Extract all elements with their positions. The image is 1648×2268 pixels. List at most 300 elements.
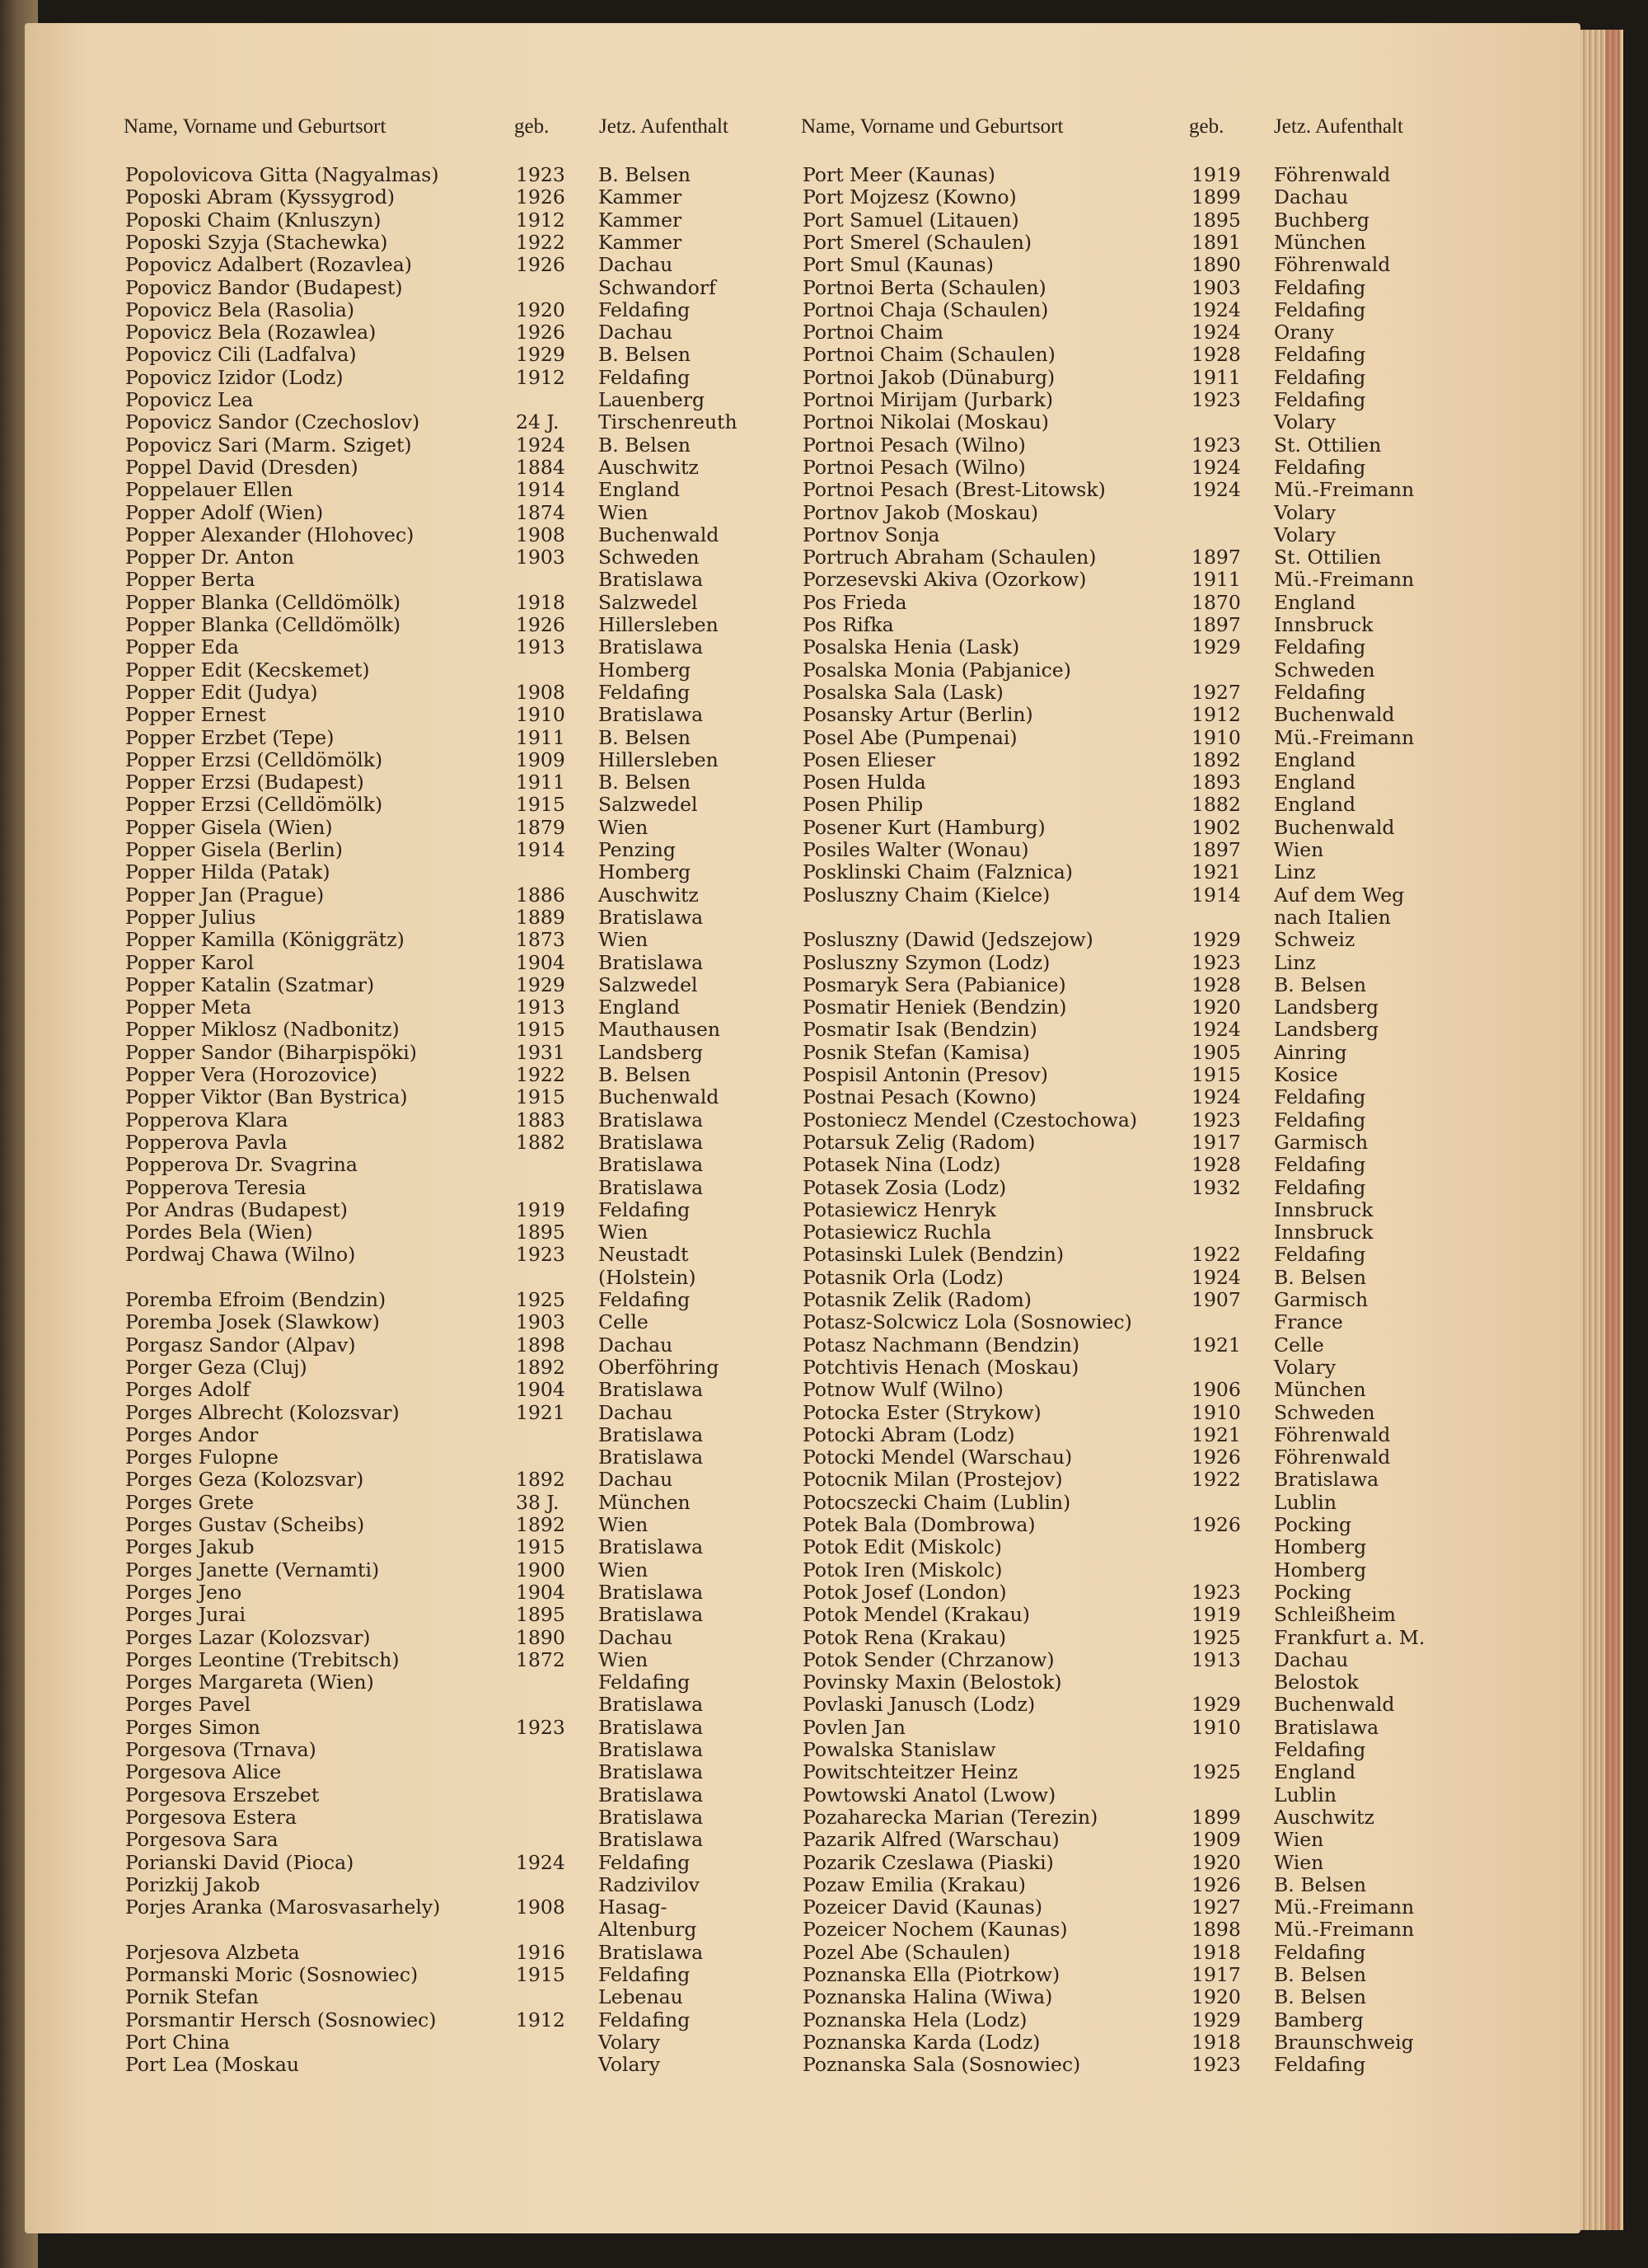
entry-born: 1921 xyxy=(1192,1422,1241,1446)
entry-row xyxy=(125,636,776,659)
entry-name: Potasek Nina (Lodz) xyxy=(803,1153,1001,1177)
entry-name: Portnoi Mirijam (Jurbark) xyxy=(803,388,1053,411)
entry-residence: England xyxy=(1274,771,1356,794)
entry-residence: Lublin xyxy=(1274,1490,1337,1514)
entry-residence: Feldafing xyxy=(1274,1108,1366,1132)
entry-name: Posiles Walter (Wonau) xyxy=(803,838,1029,861)
entry-residence: Buchenwald xyxy=(1274,703,1395,727)
entry-born: 1926 xyxy=(1192,1446,1241,1469)
entry-residence: Feldafing xyxy=(598,1197,691,1221)
entry-born: 1915 xyxy=(1192,1063,1241,1086)
entry-residence: Pocking xyxy=(1274,1580,1352,1604)
entry-row xyxy=(125,794,776,817)
entry-born: 1909 xyxy=(516,747,565,771)
entry-name: Posluszny Szymon (Lodz) xyxy=(803,950,1051,974)
entry-name: Popper Dr. Anton xyxy=(125,546,294,569)
entry-name: Popper Edit (Judya) xyxy=(125,680,318,704)
entry-row xyxy=(125,1852,776,1875)
entry-row xyxy=(125,817,776,840)
entry-residence: Salzwedel xyxy=(598,590,698,614)
entry-residence: St. Ottilien xyxy=(1274,546,1382,569)
entry-row xyxy=(803,1806,1511,1830)
entry-residence: B. Belsen xyxy=(598,163,691,186)
entry-row xyxy=(125,727,776,750)
entry-row xyxy=(803,1942,1511,1965)
entry-row xyxy=(125,1829,776,1852)
entry-residence: Feldafing xyxy=(1274,1085,1366,1109)
entry-born: 1893 xyxy=(1192,771,1241,794)
entry-born: 1895 xyxy=(1192,208,1241,232)
entry-name: Port Meer (Kaunas) xyxy=(803,163,995,186)
entry-name: Popper Erzsi (Budapest) xyxy=(125,771,364,794)
entry-residence: Bratislawa xyxy=(598,1715,704,1739)
entry-row xyxy=(803,794,1511,817)
entry-row xyxy=(803,411,1511,434)
entry-row xyxy=(803,1334,1511,1357)
entry-row xyxy=(125,1221,776,1244)
entry-residence: B. Belsen xyxy=(1274,972,1367,996)
entry-row xyxy=(125,861,776,884)
entry-name: Popperova Klara xyxy=(125,1108,288,1132)
entry-residence: Auf dem Weg xyxy=(1274,883,1405,907)
entry-name: Porgasz Sandor (Alpav) xyxy=(125,1333,356,1357)
entry-row xyxy=(125,907,776,930)
entry-residence: B. Belsen xyxy=(1274,1963,1367,1986)
entry-row xyxy=(125,186,776,209)
entry-row xyxy=(803,1986,1511,2009)
entry-name: Popper Ernest xyxy=(125,703,266,727)
right-born-header: geb. xyxy=(1189,115,1224,138)
entry-residence: Volary xyxy=(598,2030,660,2054)
entry-name: Potnow Wulf (Wilno) xyxy=(803,1378,1004,1402)
entry-born: 1910 xyxy=(1192,1715,1241,1739)
entry-residence: Föhrenwald xyxy=(1274,163,1391,186)
entry-row xyxy=(125,1199,776,1222)
entry-residence: Lublin xyxy=(1274,1783,1337,1806)
entry-residence: Mü.-Freimann xyxy=(1274,568,1415,592)
entry-name: Porizkij Jakob xyxy=(125,1872,260,1896)
entry-row xyxy=(803,839,1511,862)
entry-name: Potasiewicz Henryk xyxy=(803,1197,996,1221)
entry-residence: B. Belsen xyxy=(598,433,691,457)
entry-row xyxy=(125,1289,776,1312)
entry-row xyxy=(125,1064,776,1087)
entry-name: Poremba Efroim (Bendzin) xyxy=(125,1288,386,1311)
entry-born: 1921 xyxy=(1192,1333,1241,1357)
entry-name: Pordwaj Chawa (Wilno) xyxy=(125,1243,356,1267)
entry-row xyxy=(125,277,776,300)
entry-residence: Mü.-Freimann xyxy=(1274,478,1415,502)
entry-born: 1910 xyxy=(516,703,565,727)
entry-name: Popper Erzbet (Tepe) xyxy=(125,725,335,749)
entry-name: Posmatir Heniek (Bendzin) xyxy=(803,996,1067,1019)
entry-name: Posluszny Chaim (Kielce) xyxy=(803,883,1051,907)
entry-name: Porjes Aranka (Marosvasarhely) xyxy=(125,1895,441,1919)
entry-born: 1892 xyxy=(1192,747,1241,771)
entry-row xyxy=(125,1357,776,1380)
entry-residence: Schwandorf xyxy=(598,275,716,299)
entry-row xyxy=(803,1964,1511,1987)
entry-name: Potok Josef (London) xyxy=(803,1580,1007,1604)
entry-residence: Bratislawa xyxy=(598,1783,704,1806)
entry-residence: Salzwedel xyxy=(598,793,698,817)
entry-born: 1923 xyxy=(516,1715,565,1739)
entry-row xyxy=(125,1627,776,1650)
entry-name: Portnoi Pesach (Wilno) xyxy=(803,433,1026,457)
entry-residence: Homberg xyxy=(598,860,691,884)
entry-residence: Celle xyxy=(1274,1333,1324,1357)
entry-row xyxy=(803,1267,1511,1290)
entry-residence: Bratislawa xyxy=(598,1535,704,1559)
entry-born: 1915 xyxy=(516,1535,565,1559)
entry-residence: Bratislawa xyxy=(1274,1468,1379,1492)
entry-row xyxy=(125,1132,776,1155)
entry-residence: Auschwitz xyxy=(598,455,699,479)
entry-row xyxy=(125,232,776,255)
left-residence-header: Jetz. Aufenthalt xyxy=(599,115,728,138)
entry-residence: Wien xyxy=(598,928,648,952)
entry-name: Port Smerel (Schaulen) xyxy=(803,230,1032,254)
entry-name: Porgesova Sara xyxy=(125,1828,279,1852)
entry-born: 1912 xyxy=(516,365,565,389)
entry-residence: Bratislawa xyxy=(598,1175,704,1199)
entry-name: Potok Mendel (Krakau) xyxy=(803,1603,1030,1627)
entry-born: 1920 xyxy=(1192,996,1241,1019)
entry-row xyxy=(125,479,776,502)
entry-name: Porges Albrecht (Kolozsvar) xyxy=(125,1400,400,1424)
entry-row xyxy=(125,1379,776,1402)
entry-residence: France xyxy=(1274,1310,1343,1334)
entry-born: 1889 xyxy=(516,905,565,929)
entry-born: 1926 xyxy=(1192,1513,1241,1536)
entry-name: Portnoi Chaim (Schaulen) xyxy=(803,343,1056,367)
entry-row xyxy=(125,434,776,457)
entry-name: Povlen Jan xyxy=(803,1715,906,1739)
entry-residence: Bratislawa xyxy=(598,703,704,727)
entry-residence: Buchenwald xyxy=(598,522,719,546)
entry-born: 1926 xyxy=(516,613,565,636)
entry-name: Porges Margareta (Wien) xyxy=(125,1671,374,1694)
entry-residence: (Holstein) xyxy=(598,1265,696,1289)
entry-born: 1921 xyxy=(1192,860,1241,884)
entry-name: Potasz Nachmann (Bendzin) xyxy=(803,1333,1079,1357)
entry-residence: Landsberg xyxy=(598,1040,704,1064)
entry-born: 1906 xyxy=(1192,1378,1241,1402)
entry-residence: Buchberg xyxy=(1274,208,1369,232)
entry-row xyxy=(125,1559,776,1582)
entry-residence: Feldafing xyxy=(598,680,691,704)
entry-name: Popper Blanka (Celldömölk) xyxy=(125,613,400,636)
entry-residence: Bratislawa xyxy=(1274,1715,1379,1739)
entry-name: Porges Andor xyxy=(125,1422,259,1446)
entry-residence: Bratislawa xyxy=(598,905,704,929)
entry-residence: B. Belsen xyxy=(1274,1985,1367,2009)
entry-born: 1900 xyxy=(516,1558,565,1582)
entry-row xyxy=(125,1784,776,1807)
entry-born: 1918 xyxy=(516,590,565,614)
entry-name: Povlaski Janusch (Lodz) xyxy=(803,1693,1036,1717)
entry-residence: Innsbruck xyxy=(1274,613,1374,636)
entry-name: Popovicz Lea xyxy=(125,388,254,411)
entry-residence: Landsberg xyxy=(1274,996,1379,1019)
entry-row xyxy=(803,367,1511,390)
entry-row xyxy=(803,817,1511,840)
entry-row xyxy=(803,1064,1511,1087)
right-name-header: Name, Vorname und Geburtsort xyxy=(801,115,1064,138)
entry-residence: Föhrenwald xyxy=(1274,1422,1391,1446)
entry-residence: England xyxy=(1274,793,1356,817)
entry-row xyxy=(803,1604,1511,1627)
entry-name: Portnoi Nikolai (Moskau) xyxy=(803,410,1049,434)
entry-name: Poznanska Halina (Wiwa) xyxy=(803,1985,1053,2009)
entry-residence: Garmisch xyxy=(1274,1288,1369,1311)
entry-name: Popovicz Bela (Rasolia) xyxy=(125,298,355,321)
entry-row xyxy=(803,321,1511,344)
entry-name: Potok Sender (Chrzanow) xyxy=(803,1647,1055,1671)
entry-born: 1924 xyxy=(516,433,565,457)
entry-name: Porges Adolf xyxy=(125,1378,250,1402)
entry-residence: Dachau xyxy=(598,253,673,277)
entry-name: Porger Geza (Cluj) xyxy=(125,1355,307,1379)
entry-row xyxy=(803,1379,1511,1402)
entry-residence: Dachau xyxy=(598,321,673,344)
entry-born: 1919 xyxy=(1192,163,1241,186)
entry-row xyxy=(125,1267,776,1290)
entry-residence: Linz xyxy=(1274,950,1316,974)
entry-row xyxy=(803,1221,1511,1244)
entry-born: 1890 xyxy=(1192,253,1241,277)
entry-row xyxy=(803,1177,1511,1200)
entry-name: Port Lea (Moskau xyxy=(125,2053,299,2077)
entry-name: Porges Fulopne xyxy=(125,1446,279,1469)
entry-name: Popper Blanka (Celldömölk) xyxy=(125,590,400,614)
entry-residence: Auschwitz xyxy=(598,883,699,907)
entry-name: Popper Julius xyxy=(125,905,256,929)
entry-born: 1924 xyxy=(1192,478,1241,502)
entry-row xyxy=(803,479,1511,502)
entry-row xyxy=(803,232,1511,255)
entry-residence: B. Belsen xyxy=(598,771,691,794)
entry-row xyxy=(803,1784,1511,1807)
entry-born: 24 J. xyxy=(516,410,559,434)
entry-born: 1917 xyxy=(1192,1130,1241,1154)
entry-residence: München xyxy=(1274,230,1366,254)
entry-name: Poznanska Ella (Piotrkow) xyxy=(803,1963,1060,1986)
entry-residence: Feldafing xyxy=(598,1288,691,1311)
entry-residence: Wien xyxy=(1274,1828,1324,1852)
left-name-header: Name, Vorname und Geburtsort xyxy=(124,115,386,138)
entry-born: 1897 xyxy=(1192,546,1241,569)
entry-name: Popolovicova Gitta (Nagyalmas) xyxy=(125,163,439,186)
entry-born: 1922 xyxy=(1192,1243,1241,1267)
entry-row xyxy=(125,1582,776,1605)
entry-residence: Mü.-Freimann xyxy=(1274,725,1415,749)
entry-row xyxy=(125,1446,776,1469)
entry-born: 1915 xyxy=(516,1963,565,1986)
entry-born: 1904 xyxy=(516,1378,565,1402)
entry-row xyxy=(125,682,776,705)
entry-born: 1928 xyxy=(1192,343,1241,367)
entry-residence: Homberg xyxy=(598,658,691,682)
entry-born: 1925 xyxy=(1192,1625,1241,1649)
entry-name: Potocka Ester (Strykow) xyxy=(803,1400,1042,1424)
entry-row xyxy=(803,1627,1511,1650)
entry-name: Posen Elieser xyxy=(803,747,935,771)
entry-row xyxy=(803,186,1511,209)
entry-residence: England xyxy=(1274,747,1356,771)
entry-row xyxy=(803,614,1511,637)
entry-name: Pos Rifka xyxy=(803,613,894,636)
entry-name: Popper Katalin (Szatmar) xyxy=(125,972,375,996)
entry-born: 1908 xyxy=(516,1895,565,1919)
entry-residence: Mü.-Freimann xyxy=(1274,1918,1415,1942)
entry-row xyxy=(125,502,776,525)
entry-born: 1884 xyxy=(516,455,565,479)
entry-born: 1929 xyxy=(1192,2008,1241,2031)
entry-name: Potocki Abram (Lodz) xyxy=(803,1422,1015,1446)
entry-name: Portnoi Jakob (Dünaburg) xyxy=(803,365,1056,389)
entry-residence: Feldafing xyxy=(598,298,691,321)
entry-name: Pos Frieda xyxy=(803,590,907,614)
entry-born: 1926 xyxy=(516,321,565,344)
entry-born: 1918 xyxy=(1192,1940,1241,1964)
entry-residence: B. Belsen xyxy=(598,343,691,367)
entry-row xyxy=(803,1852,1511,1875)
entry-born: 1912 xyxy=(1192,703,1241,727)
entry-row xyxy=(125,1019,776,1042)
entry-residence: Schweden xyxy=(1274,1400,1375,1424)
entry-row xyxy=(803,907,1511,930)
entry-row xyxy=(803,682,1511,705)
entry-name: Porges Simon xyxy=(125,1715,260,1739)
entry-row xyxy=(803,1424,1511,1447)
entry-name: Posen Philip xyxy=(803,793,924,817)
entry-born: 1892 xyxy=(516,1468,565,1492)
entry-born: 1911 xyxy=(516,771,565,794)
entry-residence: Dachau xyxy=(1274,1647,1349,1671)
entry-row xyxy=(125,929,776,952)
entry-row xyxy=(125,884,776,907)
entry-residence: München xyxy=(598,1490,691,1514)
entry-name: Portnoi Chaja (Schaulen) xyxy=(803,298,1049,321)
entry-name: Pozaw Emilia (Krakau) xyxy=(803,1872,1026,1896)
entry-born: 1904 xyxy=(516,950,565,974)
entry-row xyxy=(125,209,776,232)
entry-row xyxy=(125,321,776,344)
entry-row xyxy=(803,277,1511,300)
entry-name: Posluszny (Dawid (Jedszejow) xyxy=(803,928,1093,952)
entry-born: 1929 xyxy=(1192,928,1241,952)
entry-row xyxy=(803,2054,1511,2077)
entry-residence: Föhrenwald xyxy=(1274,253,1391,277)
entry-row xyxy=(803,389,1511,412)
entry-born: 1928 xyxy=(1192,972,1241,996)
entry-born: 1927 xyxy=(1192,680,1241,704)
entry-born: 1922 xyxy=(516,230,565,254)
entry-born: 1904 xyxy=(516,1580,565,1604)
entry-residence: Feldafing xyxy=(598,365,691,389)
entry-row xyxy=(803,1829,1511,1852)
entry-name: Popper Karol xyxy=(125,950,255,974)
entry-name: Potocnik Milan (Prostejov) xyxy=(803,1468,1063,1492)
entry-residence: Garmisch xyxy=(1274,1130,1369,1154)
entry-name: Porges Janette (Vernamti) xyxy=(125,1558,380,1582)
entry-name: Potasz-Solcwicz Lola (Sosnowiec) xyxy=(803,1310,1132,1334)
entry-row xyxy=(125,1806,776,1830)
entry-name: Popovicz Adalbert (Rozavlea) xyxy=(125,253,412,277)
entry-name: Powalska Stanislaw xyxy=(803,1738,996,1761)
entry-name: Potarsuk Zelig (Radom) xyxy=(803,1130,1036,1154)
entry-name: Popper Sandor (Biharpispöki) xyxy=(125,1040,417,1064)
entry-name: Popper Berta xyxy=(125,568,255,592)
entry-born: 1924 xyxy=(1192,1018,1241,1042)
entry-name: Posen Hulda xyxy=(803,771,926,794)
entry-name: Pordes Bela (Wien) xyxy=(125,1221,313,1244)
entry-row xyxy=(125,1604,776,1627)
entry-born: 1882 xyxy=(1192,793,1241,817)
entry-residence: Volary xyxy=(1274,1355,1336,1379)
entry-row xyxy=(803,546,1511,569)
entry-name: Poposki Chaim (Knluszyn) xyxy=(125,208,382,232)
entry-name: Popperova Teresia xyxy=(125,1175,307,1199)
entry-name: Popper Viktor (Ban Bystrica) xyxy=(125,1085,408,1109)
entry-residence: Lebenau xyxy=(598,1985,683,2009)
entry-name: Posalska Henia (Lask) xyxy=(803,635,1020,659)
entry-row xyxy=(803,434,1511,457)
entry-name: Popper Erzsi (Celldömölk) xyxy=(125,793,383,817)
entry-name: Porges Lazar (Kolozsvar) xyxy=(125,1625,371,1649)
entry-residence: Feldafing xyxy=(1274,1153,1366,1177)
entry-row xyxy=(125,1649,776,1672)
entry-row xyxy=(803,299,1511,322)
entry-residence: Homberg xyxy=(1274,1558,1367,1582)
entry-row xyxy=(125,2009,776,2032)
entry-name: Popper Adolf (Wien) xyxy=(125,500,324,524)
entry-row xyxy=(803,1514,1511,1537)
entry-residence: Dachau xyxy=(598,1333,673,1357)
entry-row xyxy=(125,614,776,637)
entry-residence: Feldafing xyxy=(1274,2053,1366,2077)
entry-row xyxy=(125,1086,776,1109)
entry-name: Porzesevski Akiva (Ozorkow) xyxy=(803,568,1087,592)
entry-row xyxy=(125,1042,776,1065)
entry-name: Port Samuel (Litauen) xyxy=(803,208,1019,232)
entry-row xyxy=(803,1244,1511,1267)
entry-name: Popper Meta xyxy=(125,996,252,1019)
entry-row xyxy=(125,411,776,434)
entry-residence: Feldafing xyxy=(598,1963,691,1986)
entry-born: 1920 xyxy=(1192,1850,1241,1874)
entry-row xyxy=(803,1896,1511,1919)
entry-row xyxy=(125,344,776,367)
entry-residence: Altenburg xyxy=(598,1918,697,1942)
entry-born: 1928 xyxy=(1192,1153,1241,1177)
entry-residence: Dachau xyxy=(598,1400,673,1424)
entry-name: Poposki Szyja (Stachewka) xyxy=(125,230,388,254)
entry-row xyxy=(125,2054,776,2077)
entry-residence: Mü.-Freimann xyxy=(1274,1895,1415,1919)
entry-name: Portruch Abraham (Schaulen) xyxy=(803,546,1097,569)
entry-residence: Bratislawa xyxy=(598,1153,704,1177)
entry-born: 1914 xyxy=(1192,883,1241,907)
entry-born: 1913 xyxy=(516,996,565,1019)
entry-born: 1920 xyxy=(516,298,565,321)
entry-residence: Celle xyxy=(598,1310,648,1334)
entry-born: 1908 xyxy=(516,522,565,546)
entry-row xyxy=(803,1469,1511,1492)
entry-born: 1923 xyxy=(516,1243,565,1267)
entry-name: Potek Bala (Dombrowa) xyxy=(803,1513,1036,1536)
